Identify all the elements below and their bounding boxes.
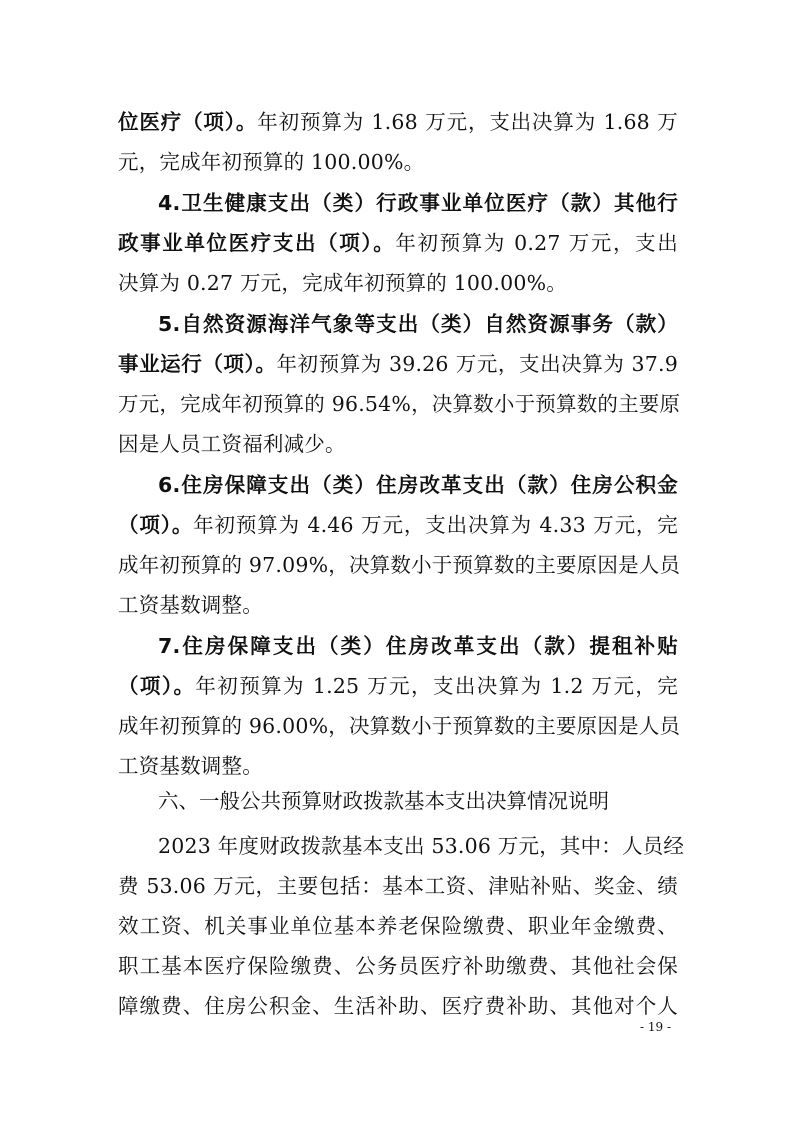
bold-label: （项）。 <box>118 674 196 698</box>
line-text: 年初预算为 1.68 万元，支出决算为 1.68 万 <box>257 110 678 134</box>
line-text: 万元，完成年初预算的 96.54%，决算数小于预算数的主要原 <box>118 392 681 416</box>
paragraph-line: 障缴费、住房公积金、生活补助、医疗费补助、其他对个人 <box>118 994 678 1018</box>
paragraph-line <box>118 342 678 386</box>
bold-label: 4.卫生健康支出（类）行政事业单位医疗（款）其他行 <box>158 191 678 215</box>
paragraph-line <box>158 624 678 668</box>
paragraph-line <box>158 302 678 346</box>
line-text: 年初预算为 39.26 万元，支出决算为 37.9 <box>276 352 678 376</box>
paragraph-line: 效工资、机关事业单位基本养老保险缴费、职业年金缴费、 <box>118 914 678 938</box>
line-text: 年初预算为 4.46 万元，支出决算为 4.33 万元，完 <box>193 513 678 537</box>
paragraph-line: 费 53.06 万元，主要包括：基本工资、津贴补贴、奖金、绩 <box>118 874 678 898</box>
section-heading: 六、一般公共预算财政拨款基本支出决算情况说明 <box>158 789 609 813</box>
line-text: 元，完成年初预算的 100.00%。 <box>118 150 425 174</box>
line-text: 决算为 0.27 万元，完成年初预算的 100.00%。 <box>118 271 568 295</box>
line-text: 因是人员工资福利减少。 <box>118 432 346 456</box>
bold-label: 6.住房保障支出（类）住房改革支出（款）住房公积金 <box>158 473 678 497</box>
bold-label: 位医疗（项）。 <box>118 110 258 134</box>
paragraph-line <box>118 583 678 627</box>
paragraph-line <box>118 261 678 305</box>
paragraph-line <box>118 140 678 184</box>
line-text: 年初预算为 0.27 万元，支出 <box>395 231 678 255</box>
line-text: 工资基数调整。 <box>118 754 263 778</box>
line-text: 成年初预算的 97.09%，决算数小于预算数的主要原因是人员 <box>118 553 681 577</box>
paragraph-line: 2023 年度财政拨款基本支出 53.06 万元，其中：人员经 <box>158 834 685 858</box>
bold-label: 政事业单位医疗支出（项）。 <box>118 231 396 255</box>
bold-label: 事业运行（项）。 <box>118 352 277 376</box>
paragraph-line <box>118 503 678 547</box>
line-text: 成年初预算的 96.00%，决算数小于预算数的主要原因是人员 <box>118 714 681 738</box>
line-text: 年初预算为 1.25 万元，支出决算为 1.2 万元，完 <box>195 674 678 698</box>
page-number: - 19 - <box>640 1020 672 1034</box>
paragraph-line <box>118 100 678 144</box>
bold-label: 5.自然资源海洋气象等支出（类）自然资源事务（款） <box>158 312 678 336</box>
paragraph-line: 职工基本医疗保险缴费、公务员医疗补助缴费、其他社会保 <box>118 954 678 978</box>
paragraph-line <box>118 382 681 426</box>
paragraph-line <box>118 543 681 587</box>
paragraph-line <box>118 704 681 748</box>
paragraph-line <box>118 664 678 708</box>
paragraph-line <box>118 422 678 466</box>
line-text: 工资基数调整。 <box>118 593 263 617</box>
paragraph-line <box>118 221 678 265</box>
bold-label: 7.住房保障支出（类）住房改革支出（款）提租补贴 <box>158 634 678 658</box>
bold-label: （项）。 <box>118 513 194 537</box>
paragraph-line <box>158 463 678 507</box>
paragraph-line <box>158 181 678 225</box>
